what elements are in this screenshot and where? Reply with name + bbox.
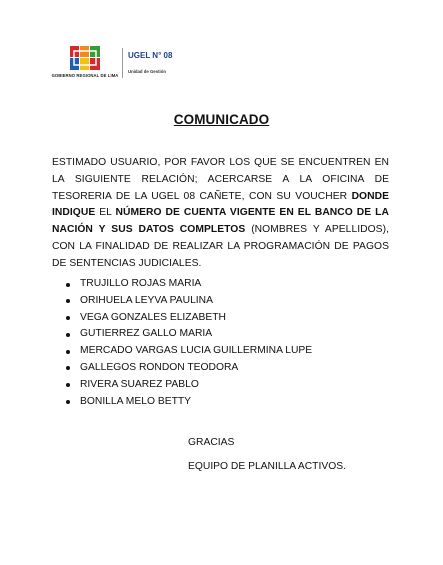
list-item <box>66 360 366 377</box>
beneficiary-name: GALLEGOS RONDON TEODORA <box>80 361 239 373</box>
notice-bold-2: NÚMERO DE CUENTA VIGENTE EN EL BANCO DE LA NACIÓN Y SUS DATOS COMPLETOS <box>52 207 389 236</box>
notice-text-2: EL <box>95 207 116 219</box>
list-item <box>66 326 366 343</box>
logo-caption: GOBIERNO REGIONAL DE LIMA <box>51 73 119 78</box>
bullet-icon <box>66 283 70 287</box>
closing-signature: EQUIPO DE PLANILLA ACTIVOS. <box>188 460 346 472</box>
bullet-icon <box>66 333 70 337</box>
bullet-icon <box>66 316 70 320</box>
bullet-icon <box>66 299 70 303</box>
closing-block <box>188 435 346 476</box>
regional-government-logo <box>50 44 120 82</box>
list-item <box>66 310 366 327</box>
page-title: COMUNICADO <box>173 112 270 127</box>
org-subtitle: Unidad de Gestión <box>128 69 166 74</box>
notice-text-1: ESTIMADO USUARIO, POR FAVOR LOS QUE SE ENCUENTREN EN LA SIGUIENTE RELACIÓN; ACERCARSE A LA OFICINA DE TESORERIA DE LA UGEL 08 CAÑETE, CON SU VOUCHER <box>52 157 389 202</box>
notice-paragraph <box>52 155 389 273</box>
beneficiary-name: MERCADO VARGAS LUCIA GUILLERMINA LUPE <box>80 345 313 357</box>
bullet-icon <box>66 350 70 354</box>
list-item <box>66 343 366 360</box>
beneficiary-name: ORIHUELA LEYVA PAULINA <box>80 294 213 306</box>
beneficiary-name: VEGA GONZALES ELIZABETH <box>80 311 226 323</box>
beneficiary-name: BONILLA MELO BETTY <box>80 395 192 407</box>
notice-text-3: (NOMBRES Y APELLIDOS), CON LA FINALIDAD DE REALIZAR LA PROGRAMACIÓN DE PAGOS DE SENTENCIAS JUDICIALES. <box>52 224 389 269</box>
beneficiary-name: GUTIERREZ GALLO MARIA <box>80 328 213 340</box>
bullet-icon <box>66 383 70 387</box>
regional-emblem-icon <box>70 46 100 70</box>
document-header <box>50 44 210 84</box>
list-item <box>66 377 366 394</box>
list-item <box>66 293 366 310</box>
beneficiary-name: RIVERA SUAREZ PABLO <box>80 378 199 390</box>
header-divider <box>122 48 123 78</box>
list-item <box>66 394 366 411</box>
closing-thanks: GRACIAS <box>188 437 235 448</box>
beneficiary-list <box>66 276 366 410</box>
list-item <box>66 276 366 293</box>
bullet-icon <box>66 366 70 370</box>
bullet-icon <box>66 400 70 404</box>
org-name: UGEL N° 08 <box>128 51 173 60</box>
beneficiary-name: TRUJILLO ROJAS MARIA <box>80 278 202 289</box>
notice-bold-1: DONDE INDIQUE <box>52 190 389 219</box>
